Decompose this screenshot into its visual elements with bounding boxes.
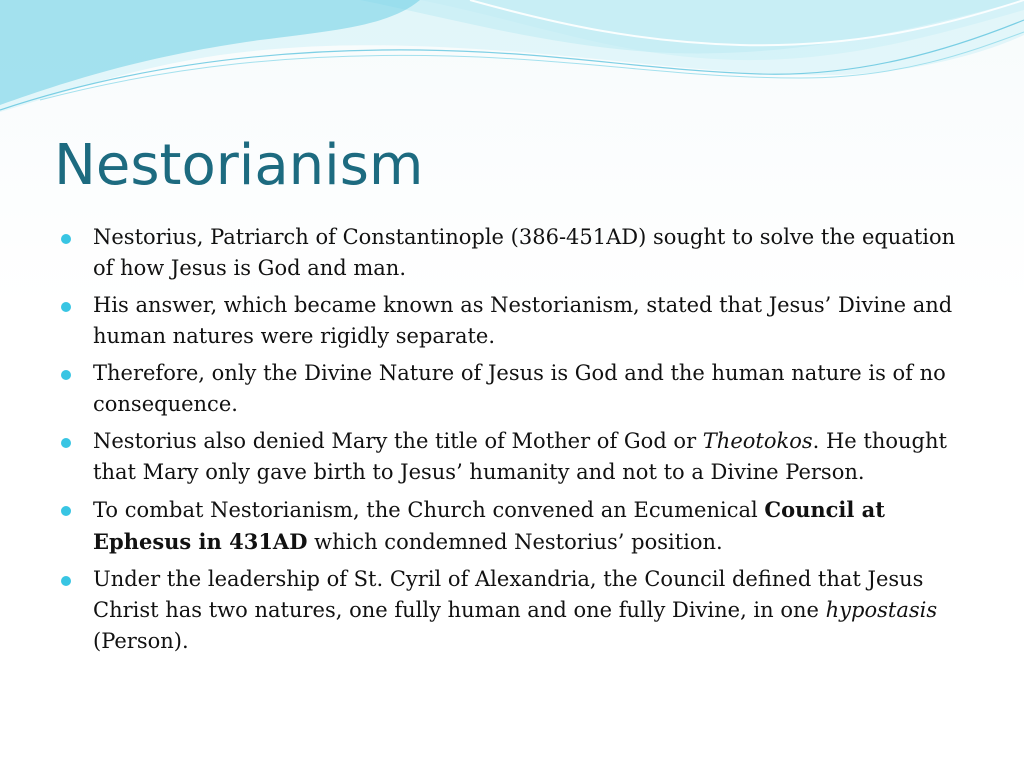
- slide-title: Nestorianism: [54, 133, 424, 198]
- bullet-dot-icon: [61, 576, 71, 586]
- bullet-text-part: Nestorius also denied Mary the title of Mother of God or: [93, 429, 703, 453]
- bullet-text-italic: hypostasis: [825, 598, 938, 622]
- bullet-list: [60, 222, 965, 663]
- bullet-text: Nestorius, Patriarch of Constantinople (386-451AD) sought to solve the equation of how Jesus is God and man.: [93, 225, 956, 280]
- bullet-item: [60, 564, 965, 657]
- bullet-text-italic: Theotokos: [702, 429, 813, 453]
- bullet-dot-icon: [61, 370, 71, 380]
- header-wave-decoration: [0, 0, 1024, 120]
- bullet-dot-icon: [61, 302, 71, 312]
- bullet-text-part: which condemned Nestorius’ position.: [307, 530, 723, 554]
- bullet-text-part: Under the leadership of St. Cyril of Alexandria, the Council defined that Jesus Christ has two natures, one fully human and one fully Divine, in one: [93, 567, 924, 622]
- bullet-text: His answer, which became known as Nestorianism, stated that Jesus’ Divine and human natures were rigidly separate.: [93, 293, 953, 348]
- bullet-item: [60, 426, 965, 488]
- bullet-item: [60, 358, 965, 420]
- bullet-item: [60, 290, 965, 352]
- bullet-item: [60, 494, 965, 558]
- bullet-text-part: (Person).: [93, 629, 189, 653]
- bullet-dot-icon: [61, 234, 71, 244]
- bullet-text-bold: Council at Ephesus in 431AD: [93, 497, 885, 554]
- bullet-text: Therefore, only the Divine Nature of Jesus is God and the human nature is of no consequence.: [93, 361, 946, 416]
- bullet-text-part: To combat Nestorianism, the Church convened an Ecumenical: [93, 498, 765, 522]
- bullet-dot-icon: [61, 438, 71, 448]
- bullet-text-part: . He thought that Mary only gave birth to Jesus’ humanity and not to a Divine Person.: [93, 429, 947, 484]
- bullet-item: [60, 222, 965, 284]
- bullet-dot-icon: [61, 506, 71, 516]
